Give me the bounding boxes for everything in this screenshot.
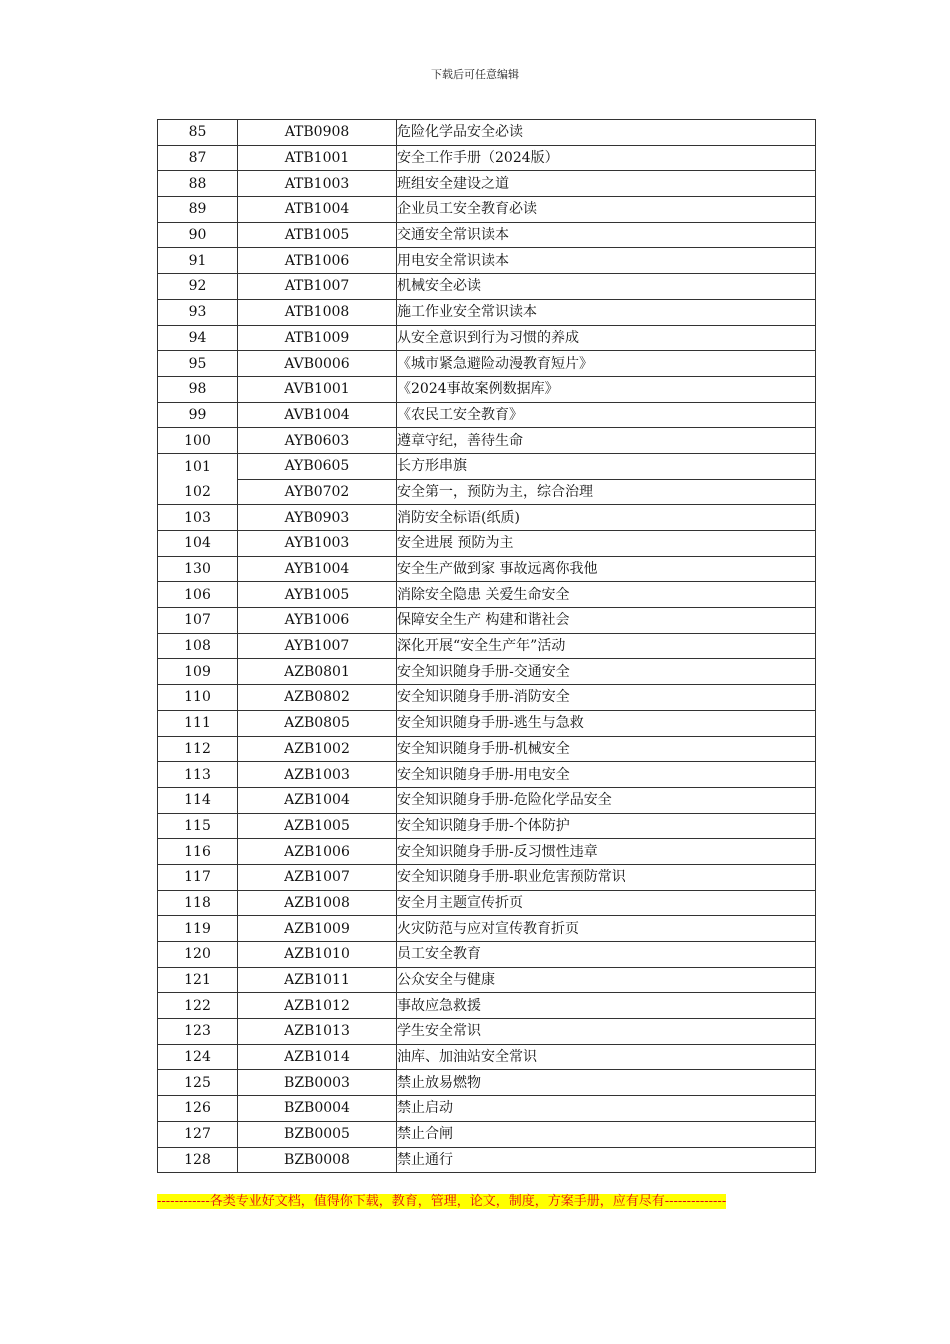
- item-name: 危险化学品安全必读: [397, 120, 816, 146]
- row-number: 88: [158, 171, 238, 197]
- row-number: 119: [158, 916, 238, 942]
- row-number: 90: [158, 222, 238, 248]
- table-row: [158, 351, 816, 377]
- item-code: ATB1009: [238, 325, 397, 351]
- row-number: 115: [158, 813, 238, 839]
- table-row: [158, 916, 816, 942]
- item-name: 事故应急救援: [397, 993, 816, 1019]
- item-code: BZB0004: [238, 1096, 397, 1122]
- item-code: ATB1006: [238, 248, 397, 274]
- item-code: ATB0908: [238, 120, 397, 146]
- table-row: [158, 813, 816, 839]
- row-number: 118: [158, 890, 238, 916]
- row-number: 116: [158, 839, 238, 865]
- item-name: 安全知识随身手册-机械安全: [397, 736, 816, 762]
- table-row: [158, 479, 816, 505]
- item-name: 安全知识随身手册-用电安全: [397, 762, 816, 788]
- table-row: [158, 1121, 816, 1147]
- row-number: 91: [158, 248, 238, 274]
- table-row: [158, 1044, 816, 1070]
- item-name: 保障安全生产 构建和谐社会: [397, 608, 816, 634]
- item-code: AYB0603: [238, 428, 397, 454]
- item-code: ATB1008: [238, 299, 397, 325]
- table-row: [158, 222, 816, 248]
- table-row: [158, 299, 816, 325]
- item-name: 深化开展“安全生产年”活动: [397, 633, 816, 659]
- table-row: [158, 1096, 816, 1122]
- table-row: [158, 685, 816, 711]
- item-name: 安全进展 预防为主: [397, 531, 816, 557]
- row-number: 109: [158, 659, 238, 685]
- item-name: 班组安全建设之道: [397, 171, 816, 197]
- item-name: 施工作业安全常识读本: [397, 299, 816, 325]
- item-code: AZB1014: [238, 1044, 397, 1070]
- item-code: AYB1006: [238, 608, 397, 634]
- row-number: 92: [158, 274, 238, 300]
- table-row: [158, 608, 816, 634]
- table-row: [158, 428, 816, 454]
- item-code: AYB1007: [238, 633, 397, 659]
- row-number: 114: [158, 787, 238, 813]
- item-name: 员工安全教育: [397, 942, 816, 968]
- row-number: 89: [158, 197, 238, 223]
- row-number: 93: [158, 299, 238, 325]
- table-row: [158, 839, 816, 865]
- item-name: 安全知识随身手册-职业危害预防常识: [397, 864, 816, 890]
- item-code: AYB0903: [238, 505, 397, 531]
- row-number: 125: [158, 1070, 238, 1096]
- item-name: 从安全意识到行为习惯的养成: [397, 325, 816, 351]
- row-number: 103: [158, 505, 238, 531]
- row-number: 120: [158, 942, 238, 968]
- row-number: 107: [158, 608, 238, 634]
- table-row: [158, 633, 816, 659]
- row-number: 85: [158, 120, 238, 146]
- item-code: AYB0702: [238, 479, 397, 505]
- item-name: 企业员工安全教育必读: [397, 197, 816, 223]
- item-code: BZB0003: [238, 1070, 397, 1096]
- table-row: [158, 171, 816, 197]
- row-number: 112: [158, 736, 238, 762]
- table-row: [158, 736, 816, 762]
- row-number: 128: [158, 1147, 238, 1173]
- item-code: ATB1004: [238, 197, 397, 223]
- row-number: 100: [158, 428, 238, 454]
- item-name: 消防安全标语(纸质): [397, 505, 816, 531]
- table-row: [158, 376, 816, 402]
- row-number: 130: [158, 556, 238, 582]
- item-code: AYB1003: [238, 531, 397, 557]
- item-name: 安全知识随身手册-反习惯性违章: [397, 839, 816, 865]
- table-row: [158, 197, 816, 223]
- item-code: AZB1013: [238, 1019, 397, 1045]
- item-code: AZB0801: [238, 659, 397, 685]
- footer-banner: [157, 1194, 757, 1209]
- row-number: 110: [158, 685, 238, 711]
- table-row: [158, 582, 816, 608]
- item-name: 用电安全常识读本: [397, 248, 816, 274]
- item-name: 安全工作手册（2024版）: [397, 145, 816, 171]
- footer-text: ------------各类专业好文档，值得你下载，教育，管理，论文，制度，方案手册，应有尽有--------------: [157, 1194, 727, 1209]
- table-row: [158, 787, 816, 813]
- row-number: 108: [158, 633, 238, 659]
- item-code: AZB1008: [238, 890, 397, 916]
- table-row: [158, 659, 816, 685]
- item-code: AVB1004: [238, 402, 397, 428]
- item-name: 禁止通行: [397, 1147, 816, 1173]
- item-name: 油库、加油站安全常识: [397, 1044, 816, 1070]
- item-name: 安全知识随身手册-逃生与急救: [397, 710, 816, 736]
- row-number: 87: [158, 145, 238, 171]
- item-name: 安全知识随身手册-危险化学品安全: [397, 787, 816, 813]
- row-number: 126: [158, 1096, 238, 1122]
- row-number: 106: [158, 582, 238, 608]
- page-header: 下载后可任意编辑: [431, 68, 519, 81]
- table-row: [158, 274, 816, 300]
- row-number: 122: [158, 993, 238, 1019]
- row-number: 123: [158, 1019, 238, 1045]
- catalog-table: [157, 119, 816, 1173]
- table-row: [158, 1147, 816, 1173]
- item-code: AZB1002: [238, 736, 397, 762]
- table-row: [158, 762, 816, 788]
- item-name: 学生安全常识: [397, 1019, 816, 1045]
- item-name: 遵章守纪，善待生命: [397, 428, 816, 454]
- row-number: 104: [158, 531, 238, 557]
- item-name: 安全知识随身手册-消防安全: [397, 685, 816, 711]
- item-name: 安全第一，预防为主，综合治理: [397, 479, 816, 505]
- table-row: [158, 556, 816, 582]
- table-row: [158, 402, 816, 428]
- item-name: 机械安全必读: [397, 274, 816, 300]
- item-code: AZB1012: [238, 993, 397, 1019]
- item-code: AZB1010: [238, 942, 397, 968]
- item-code: AZB1003: [238, 762, 397, 788]
- table-row: [158, 967, 816, 993]
- item-name: 安全月主题宣传折页: [397, 890, 816, 916]
- row-number: 102: [158, 479, 238, 505]
- item-code: AZB1007: [238, 864, 397, 890]
- table-row: [158, 120, 816, 146]
- item-name: 消除安全隐患 关爱生命安全: [397, 582, 816, 608]
- table-row: [158, 864, 816, 890]
- item-code: ATB1007: [238, 274, 397, 300]
- row-number: 94: [158, 325, 238, 351]
- item-code: ATB1001: [238, 145, 397, 171]
- item-name: 安全生产做到家 事故远离你我他: [397, 556, 816, 582]
- item-code: BZB0005: [238, 1121, 397, 1147]
- table-row: [158, 248, 816, 274]
- row-number: 99: [158, 402, 238, 428]
- row-number: 121: [158, 967, 238, 993]
- item-name: 《城市紧急避险动漫教育短片》: [397, 351, 816, 377]
- item-name: 安全知识随身手册-个体防护: [397, 813, 816, 839]
- item-name: 禁止启动: [397, 1096, 816, 1122]
- item-name: 禁止放易燃物: [397, 1070, 816, 1096]
- item-name: 《2024事故案例数据库》: [397, 376, 816, 402]
- table-body: [158, 120, 816, 1173]
- table-row: [158, 710, 816, 736]
- item-code: AVB1001: [238, 376, 397, 402]
- row-number: 111: [158, 710, 238, 736]
- table-row: [158, 453, 816, 479]
- row-number: 95: [158, 351, 238, 377]
- table-row: [158, 531, 816, 557]
- row-number: 113: [158, 762, 238, 788]
- row-number: 98: [158, 376, 238, 402]
- item-name: 安全知识随身手册-交通安全: [397, 659, 816, 685]
- item-code: AZB1006: [238, 839, 397, 865]
- item-code: AZB0805: [238, 710, 397, 736]
- item-name: 火灾防范与应对宣传教育折页: [397, 916, 816, 942]
- item-name: 《农民工安全教育》: [397, 402, 816, 428]
- table-row: [158, 145, 816, 171]
- item-code: AZB1004: [238, 787, 397, 813]
- table-row: [158, 505, 816, 531]
- row-number: 101: [158, 453, 238, 479]
- table-row: [158, 1019, 816, 1045]
- item-code: AYB0605: [238, 453, 397, 479]
- item-code: AYB1004: [238, 556, 397, 582]
- item-code: AZB1009: [238, 916, 397, 942]
- item-code: AYB1005: [238, 582, 397, 608]
- table-row: [158, 942, 816, 968]
- row-number: 127: [158, 1121, 238, 1147]
- item-name: 长方形串旗: [397, 453, 816, 479]
- item-code: BZB0008: [238, 1147, 397, 1173]
- item-code: ATB1003: [238, 171, 397, 197]
- item-code: AVB0006: [238, 351, 397, 377]
- table-row: [158, 325, 816, 351]
- row-number: 124: [158, 1044, 238, 1070]
- table-row: [158, 993, 816, 1019]
- item-code: AZB1005: [238, 813, 397, 839]
- table-row: [158, 890, 816, 916]
- item-code: AZB1011: [238, 967, 397, 993]
- item-code: ATB1005: [238, 222, 397, 248]
- item-name: 公众安全与健康: [397, 967, 816, 993]
- row-number: 117: [158, 864, 238, 890]
- table-row: [158, 1070, 816, 1096]
- item-code: AZB0802: [238, 685, 397, 711]
- item-name: 交通安全常识读本: [397, 222, 816, 248]
- item-name: 禁止合闸: [397, 1121, 816, 1147]
